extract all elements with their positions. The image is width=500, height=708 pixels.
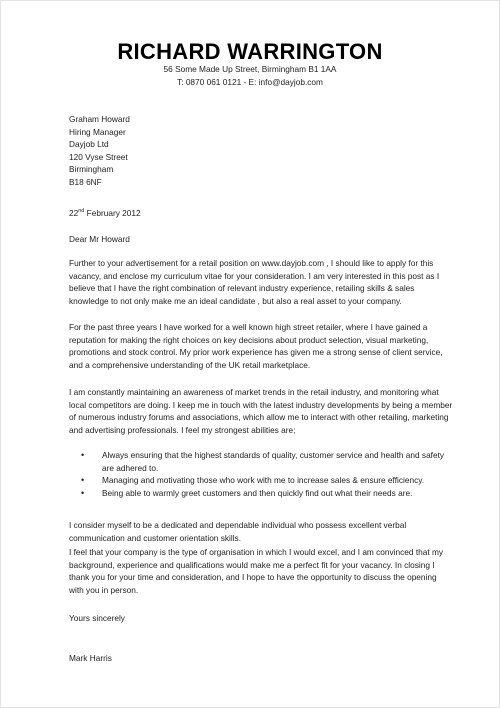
recipient-line: B18 6NF xyxy=(69,176,102,187)
recipient-line: Hiring Manager xyxy=(69,126,126,137)
recipient-address xyxy=(69,113,453,189)
recipient-line: Graham Howard xyxy=(69,114,130,124)
abilities-list xyxy=(69,449,453,499)
date-suffix: nd xyxy=(78,208,85,215)
list-item xyxy=(69,474,453,487)
list-item-text: Being able to warmly greet customers and then quickly find out what their needs are. xyxy=(102,487,413,498)
paragraph-text: Further to your advertisement for a retail position on www.dayjob.com , I should like to apply for this vacancy, and enclose my curriculum vitae for your consideration. I am very interested in this post as I believe that I have the right combination of relevant industry experience, retailing skills & sales knowledge to not only make me an ideal candidate , but also a real asset to your company. xyxy=(69,258,440,306)
paragraph-text: I feel that your company is the type of organisation in which I would excel, and I am convinced that my background, experience and qualifications would make me a perfect fit for your vacancy. In closing I thank you for your time and consideration, and I hope to have the opportunity to discuss the opening with you in person. xyxy=(69,547,444,595)
valediction: Yours sincerely xyxy=(69,613,125,623)
salutation: Dear Mr Howard xyxy=(69,234,130,244)
paragraph-text: For the past three years I have worked for a well known high street retailer, where I have gained a reputation for making the right choices on key decisions about product selection, visual marketing, promotions and stock control. My prior work experience has given me a strong sense of client service, and a comprehensive understanding of the UK retail marketplace. xyxy=(69,322,443,370)
paragraph-closing xyxy=(69,546,453,596)
bullet-icon: • xyxy=(81,450,85,460)
list-item xyxy=(69,449,453,474)
date-month-year: February 2012 xyxy=(84,208,141,218)
applicant-contact: T: 0870 061 0121 - E: info@dayjob.com xyxy=(177,77,323,87)
list-item-text: Always ensuring that the highest standards of quality, customer service and health and safety are adhered to. xyxy=(102,450,445,473)
letter-date xyxy=(69,207,453,220)
bullet-icon: • xyxy=(81,487,85,498)
paragraph-text: I consider myself to be a dedicated and dependable individual who possess excellent verbal communication and customer orientation skills. xyxy=(69,520,407,543)
recipient-line: Dayjob Ltd xyxy=(69,139,109,150)
recipient-line: 120 Vyse Street xyxy=(69,151,128,162)
list-item-text: Managing and motivating those who work with me to increase sales & ensure efficiency. xyxy=(102,475,425,485)
date-day: 22 xyxy=(69,208,79,218)
bullet-icon: • xyxy=(81,475,85,485)
signature-name: Mark Harris xyxy=(69,653,112,663)
applicant-name: RICHARD WARRINGTON xyxy=(117,39,383,64)
paragraph-intro xyxy=(69,257,453,307)
paragraph-text: I am constantly maintaining an awareness of market trends in the retail industry, and monitoring what local competitors are doing. I keep me in touch with the latest industry developments by being a member of numerous industry forums and associations, which allow me to interact with other retailing, marketing and advertising professionals. I feel my strongest abilities are; xyxy=(69,387,453,435)
applicant-address: 56 Some Made Up Street, Birmingham B1 1AA xyxy=(163,64,337,74)
paragraph-market-awareness xyxy=(69,386,453,436)
list-item xyxy=(69,487,453,500)
recipient-line: Birmingham xyxy=(69,164,114,175)
paragraph-self-description xyxy=(69,519,453,544)
paragraph-experience xyxy=(69,321,453,371)
